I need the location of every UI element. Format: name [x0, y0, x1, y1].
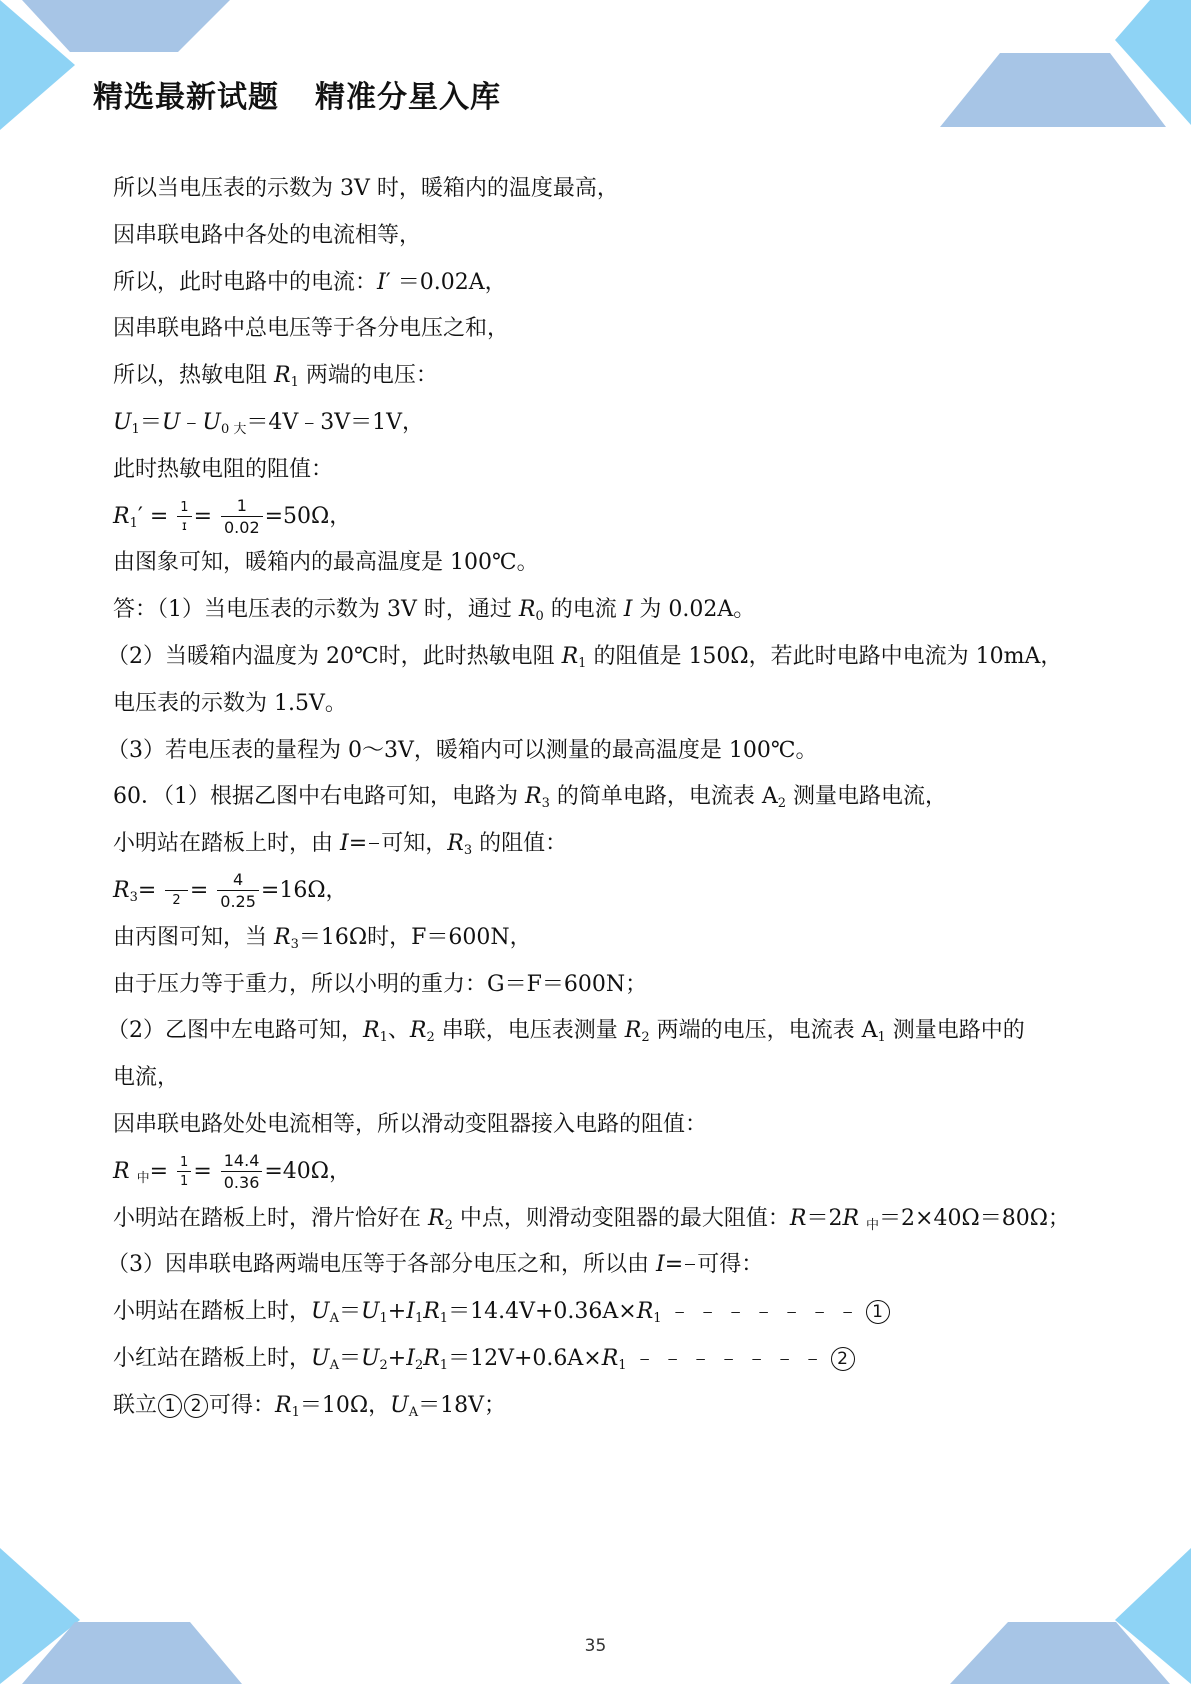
equation-line: 小红站在踏板上时，$U_A=U_2+I_2R_1=12V+0.6A\times R_1$ ﹣﹣﹣﹣﹣﹣﹣ 2 [113, 1336, 1103, 1383]
fraction: 2 [165, 875, 188, 907]
text-line: 电压表的示数为 1.5V。 [113, 690, 347, 716]
top-left-dark-trapezoid [22, 0, 230, 52]
question-60-line: 60．（1）根据乙图中右电路可知，电路为 $R_3$ 的简单电路，电流表 $A_2$ 测量电路电流， [113, 784, 948, 812]
text-line: 所以当电压表的示数为 3V 时，暖箱内的温度最高， [113, 176, 619, 201]
fraction: $\frac{1}{0.02}$ [221, 498, 263, 536]
equation-line: R $_中$= $\frac{1}{1}$ = $\frac{14.4}{0.36}$ =40Ω， [113, 1150, 352, 1192]
fraction [369, 828, 379, 860]
text-line: 由于压力等于重力，所以小明的重力：G＝F＝600N； [113, 971, 648, 997]
answer-line: （2）当暖箱内温度为 20℃时，此时热敏电阻 $R_1$ 的阻值是 150Ω，若此时电路中电流为 10mA， [107, 643, 1063, 671]
equation-line: 小明站在踏板上时，$U_A=U_1+I_1R_1=14.4V+0.36A\times R_1$ ﹣﹣﹣﹣﹣﹣﹣ 1 [113, 1289, 1103, 1336]
header-title [93, 72, 501, 116]
text-line: 因串联电路处处电流相等，所以滑动变阻器接入电路的阻值： [113, 1111, 708, 1137]
fraction: $\frac{1}{\text{ɪ}}$ [177, 501, 191, 533]
header-title-part1: 精选最新试题 [93, 80, 279, 115]
fraction: $\frac{1}{1}$ [177, 1156, 191, 1188]
text-line: 所以，热敏电阻 $R_1$ 两端的电压： [113, 363, 438, 391]
equation-line: $U_1=U﹣U_{0 大}=4V﹣3V=1V$， [113, 409, 425, 437]
fraction: $\frac{14.4}{0.36}$ [221, 1153, 263, 1191]
text-line: （3）因串联电路两端电压等于各部分电压之和，所以由 I= 可得： [107, 1242, 1103, 1289]
solution-text [107, 166, 1103, 1430]
text-line: 因串联电路中总电压等于各分电压之和， [113, 316, 510, 342]
page-number: 35 [584, 1636, 607, 1656]
circled-number-2: 2 [831, 1347, 855, 1371]
circled-number-1: 1 [866, 1300, 890, 1324]
text-line: 由图象可知，暖箱内的最高温度是 100℃。 [113, 550, 539, 576]
text-line: （2）乙图中左电路可知，$R_1$、$R_2$ 串联，电压表测量 $R_2$ 两端的电压，电流表 $A_1$ 测量电路中的 [107, 1018, 1025, 1046]
circled-number-2: 2 [184, 1394, 208, 1418]
text-line: 因串联电路中各处的电流相等， [113, 222, 422, 248]
equation-line: 联立 1 2 可得：$R_1=10\Omega$，$U_A=18V$； [113, 1392, 506, 1420]
top-right-dark-trapezoid [940, 53, 1166, 127]
fraction [685, 1249, 695, 1281]
header-title-part2: 精准分星入库 [315, 80, 501, 115]
circled-number-1: 1 [158, 1394, 182, 1418]
text-line: 小明站在踏板上时，滑片恰好在 $R_2$ 中点，则滑动变阻器的最大阻值：R＝2R $_中$＝2×40Ω＝80Ω； [113, 1205, 1070, 1233]
answer-line: 答：（1）当电压表的示数为 3V 时，通过 $R_0$ 的电流 I 为 0.02A。 [113, 597, 756, 625]
text-line: 此时热敏电阻的阻值： [113, 456, 334, 482]
answer-line: （3）若电压表的量程为 0～3V，暖箱内可以测量的最高温度是 100℃。 [107, 737, 818, 763]
text-line: 由丙图可知，当 $R_3=16\Omega$时，F＝600N， [113, 924, 532, 952]
text-line: 小明站在踏板上时，由 I= 可知，$R_3$ 的阻值： [113, 821, 1103, 868]
equation-line: $R_3=$ 2 = $\frac{4}{0.25}$ =16Ω， [113, 869, 348, 911]
equation-line: $R_1'$ = $\frac{1}{\text{ɪ}}$ = $\frac{1}{0.02}$ =50Ω， [113, 495, 352, 537]
text-line: 电流， [113, 1065, 180, 1091]
fraction: $\frac{4}{0.25}$ [217, 872, 259, 910]
text-line: 所以，此时电路中的电流：I′ ＝0.02A， [113, 269, 507, 295]
